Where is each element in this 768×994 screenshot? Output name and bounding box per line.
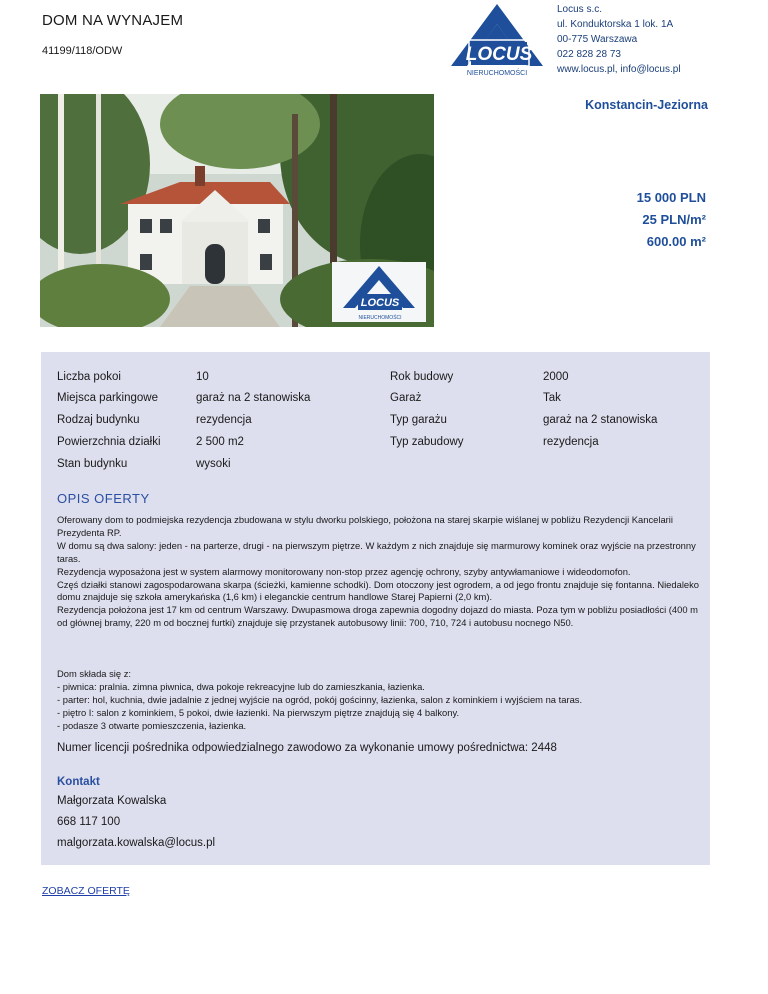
contact-heading: Kontakt — [57, 776, 100, 788]
prop-value-condition: wysoki — [196, 458, 231, 470]
prop-value-plot-area: 2 500 m2 — [196, 436, 244, 448]
company-web: www.locus.pl, info@locus.pl — [557, 64, 681, 75]
room-list — [57, 667, 702, 732]
company-name: Locus s.c. — [557, 4, 603, 15]
house-photo-icon — [40, 94, 434, 327]
offer-reference-number: 41199/118/ODW — [42, 45, 123, 57]
contact-phone: 668 117 100 — [57, 816, 121, 828]
broker-license: Numer licencji pośrednika odpowiedzialnego zawodowo za wykonanie umowy pośrednictwa: 2448 — [57, 742, 557, 754]
description-paragraph: W domu są dwa salony: jeden - na parterze, drugi - na pierwszym piętrze. W każdym z nich znajduje się marmurowy kominek oraz wyjście na przestronny taras. — [57, 539, 696, 564]
company-street: ul. Konduktorska 1 lok. 1A — [557, 19, 674, 30]
prop-value-garage-type: garaż na 2 stanowiska — [543, 414, 658, 426]
company-city: 00-775 Warszawa — [557, 34, 638, 45]
locus-logo — [445, 2, 550, 78]
company-phone: 022 828 28 73 — [557, 49, 621, 60]
offer-details-panel — [41, 352, 710, 865]
prop-label-parking: Miejsca parkingowe — [57, 392, 158, 404]
rent-price: 15 000 PLN — [636, 190, 706, 205]
room-list-intro: Dom składa się z: — [57, 668, 131, 679]
svg-text:NIERUCHOMOŚCI: NIERUCHOMOŚCI — [466, 70, 528, 77]
prop-value-parking: garaż na 2 stanowiska — [196, 392, 311, 404]
room-list-item: - piętro I: salon z kominkiem, 5 pokoi, dwie łazienki. Na pierwszym piętrze znajdują się 4 balkony. — [57, 707, 460, 718]
contact-name: Małgorzata Kowalska — [57, 795, 167, 807]
description-paragraph: Oferowany dom to podmiejska rezydencja zbudowana w stylu dworku polskiego, położona na starej skarpie wiślanej w pobliżu Rezydencji Kancelarii Prezydenta RP. — [57, 514, 673, 538]
svg-text:LOCUS: LOCUS — [465, 44, 533, 65]
room-list-item: - parter: hol, kuchnia, dwie jadalnie z jednej wyjście na ogród, pokój gościnny, łazienka, salon z kominkiem i wyjściem na taras. — [57, 694, 583, 705]
prop-value-development-type: rezydencja — [543, 436, 599, 448]
description-paragraph: Rezydencja położona jest 17 km od centrum Warszawy. Dwupasmowa droga zapewnia dogodny dojazd do miasta. Poza tym w pobliżu posiadłości (400 m od głównej bramy, 220 m od bocznej furtki) znajduje się przystanek autobusowy linii: 700, 710, 724 i autobusu nocnego N50. — [57, 604, 698, 629]
locus-logo-icon — [445, 2, 550, 78]
svg-text:NIERUCHOMOŚCI: NIERUCHOMOŚCI — [358, 315, 402, 321]
prop-value-year: 2000 — [543, 371, 569, 383]
property-area: 600.00 m² — [646, 234, 706, 249]
prop-value-building-type: rezydencja — [196, 414, 252, 426]
company-contact-block — [557, 2, 681, 77]
price-block — [637, 187, 706, 253]
room-list-item: - podasze 3 otwarte pomieszczenia, łazienka. — [57, 720, 247, 731]
property-location: Konstancin-Jeziorna — [585, 98, 708, 112]
description-text — [57, 514, 702, 643]
prop-label-year: Rok budowy — [390, 371, 454, 383]
svg-text:LOCUS: LOCUS — [360, 297, 400, 309]
room-list-item: - piwnica: pralnia. zimna piwnica, dwa pokoje rekreacyjne lub do zamieszkania, łazienka. — [57, 681, 425, 692]
prop-label-plot-area: Powierzchnia działki — [57, 436, 161, 448]
prop-label-development-type: Typ zabudowy — [390, 436, 464, 448]
prop-value-garage: Tak — [543, 392, 561, 404]
description-paragraph: Rezydencja wyposażona jest w system alarmowy monitorowany non-stop przez agencję ochrony, szyby antywłamaniowe i wideodomofon. — [57, 565, 631, 577]
prop-value-rooms: 10 — [196, 371, 209, 383]
prop-label-condition: Stan budynku — [57, 458, 128, 470]
view-offer-link[interactable]: ZOBACZ OFERTĘ — [42, 885, 130, 897]
prop-label-rooms: Liczba pokoi — [57, 371, 121, 383]
prop-label-building-type: Rodzaj budynku — [57, 414, 140, 426]
prop-label-garage-type: Typ garażu — [390, 414, 447, 426]
description-heading: OPIS OFERTY — [57, 491, 150, 506]
price-per-m2: 25 PLN/m² — [642, 212, 706, 227]
property-photo — [40, 94, 434, 327]
offer-title: DOM NA WYNAJEM — [42, 12, 184, 29]
prop-label-garage: Garaż — [390, 392, 422, 404]
description-paragraph: Częś działki stanowi zagospodarowana skarpa (ścieżki, kamienne schodki). Dom otoczony jest ogrodem, a od jego frontu znajduje się fontanna. Niedaleko domu znajduje się szkoła amerykańska (1,6 km) i eleganckie centrum handlowe Starej Papierni (2,0 km). — [57, 578, 700, 603]
contact-email: malgorzata.kowalska@locus.pl — [57, 837, 216, 849]
